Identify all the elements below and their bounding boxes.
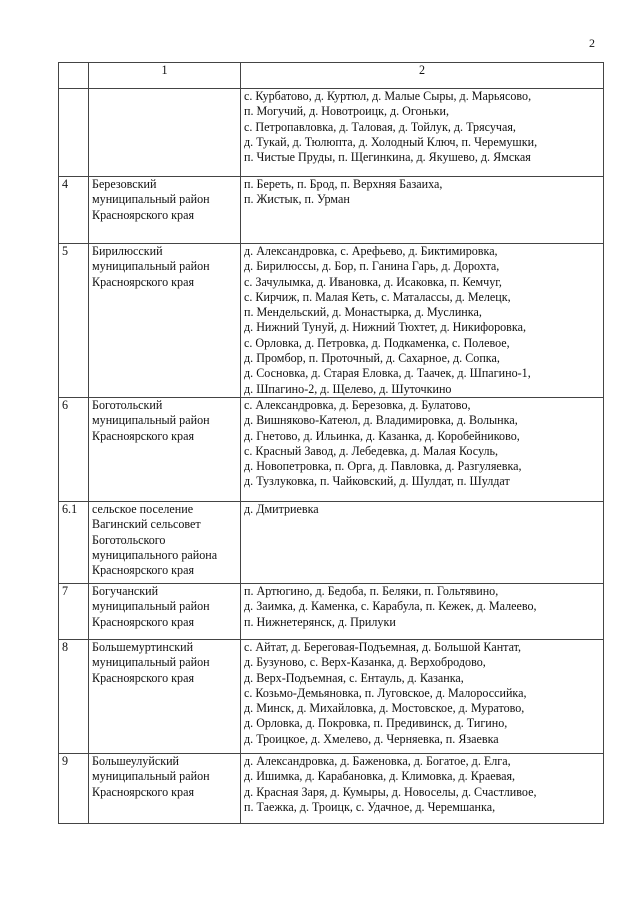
table-row bbox=[59, 753, 604, 823]
table-row bbox=[59, 244, 604, 398]
settlements-list-cell bbox=[241, 753, 604, 823]
settlements-list-line: д. Нижний Тунуй, д. Нижний Тюхтет, д. Никифоровка, bbox=[244, 320, 526, 335]
settlements-list-line: д. Гнетово, д. Ильинка, д. Казанка, д. Коробейниково, bbox=[244, 428, 520, 443]
district-name-line: муниципальный район bbox=[92, 655, 210, 670]
settlements-list-cell bbox=[241, 89, 604, 177]
district-name-line: Боготольский bbox=[92, 397, 163, 412]
settlements-list-cell bbox=[241, 397, 604, 501]
settlements-list-line: с. Зачулымка, д. Ивановка, д. Исаковка, п. Кемчуг, bbox=[244, 274, 502, 289]
district-name-line: Боготольского bbox=[92, 532, 166, 547]
header-cell-1: 1 bbox=[89, 63, 241, 89]
settlements-table bbox=[58, 62, 604, 824]
settlements-list-line: д. Заимка, д. Каменка, с. Карабула, п. Кежек, д. Малеево, bbox=[244, 599, 537, 614]
settlements-list-line: д. Новопетровка, п. Орга, д. Павловка, д. Разгуляевка, bbox=[244, 459, 522, 474]
table-row bbox=[59, 583, 604, 639]
settlements-list-line: д. Орловка, д. Покровка, п. Предивинск, д. Тигино, bbox=[244, 716, 508, 731]
settlements-list-line: п. Могучий, д. Новотроицк, д. Огоньки, bbox=[244, 104, 449, 119]
row-number-cell: 6 bbox=[59, 397, 89, 501]
settlements-list-line: д. Бузуново, с. Верх-Казанка, д. Верхобродово, bbox=[244, 655, 486, 670]
settlements-list-line: п. Нижнетерянск, д. Прилуки bbox=[244, 614, 396, 629]
settlements-list-line: д. Вишняково-Катеюл, д. Владимировка, д. Волынка, bbox=[244, 413, 518, 428]
district-name-line: Красноярского края bbox=[92, 207, 195, 222]
row-number-cell: 5 bbox=[59, 244, 89, 398]
district-name-line: муниципальный район bbox=[92, 769, 210, 784]
settlements-list-line: с. Красный Завод, д. Лебедевка, д. Малая Косуль, bbox=[244, 443, 499, 458]
row-number-cell: 7 bbox=[59, 583, 89, 639]
district-name-cell bbox=[89, 639, 241, 753]
district-name-line: Красноярского края bbox=[92, 563, 195, 578]
table-row bbox=[59, 639, 604, 753]
district-name-line: муниципальный район bbox=[92, 413, 210, 428]
settlements-list-line: д. Верх-Подъемная, с. Ентауль, д. Казанка, bbox=[244, 670, 464, 685]
table-header-row bbox=[59, 63, 604, 89]
district-name-line: Вагинский сельсовет bbox=[92, 517, 201, 532]
settlements-list-line: д. Сосновка, д. Старая Еловка, д. Таачек, д. Шпагино-1, bbox=[244, 366, 531, 381]
settlements-list-line: д. Тукай, д. Тюлюпта, д. Холодный Ключ, п. Черемушки, bbox=[244, 134, 538, 149]
settlements-list-line: д. Дмитриевка bbox=[244, 501, 319, 516]
district-name-line: Большеулуйский bbox=[92, 753, 180, 768]
district-name-line: Богучанский bbox=[92, 583, 159, 598]
table-row bbox=[59, 501, 604, 583]
row-number-cell: 8 bbox=[59, 639, 89, 753]
table-row bbox=[59, 89, 604, 177]
row-number-cell: 9 bbox=[59, 753, 89, 823]
settlements-list-line: д. Красная Заря, д. Кумыры, д. Новоселы, д. Счастливое, bbox=[244, 784, 537, 799]
table-body bbox=[59, 89, 604, 824]
settlements-list-cell bbox=[241, 501, 604, 583]
table-row bbox=[59, 397, 604, 501]
settlements-list-line: д. Минск, д. Михайловка, д. Мостовское, д. Муратово, bbox=[244, 701, 525, 716]
district-name-cell bbox=[89, 753, 241, 823]
settlements-list-line: с. Александровка, д. Березовка, д. Булатово, bbox=[244, 397, 471, 412]
header-cell-num bbox=[59, 63, 89, 89]
district-name-line: Красноярского края bbox=[92, 614, 195, 629]
settlements-list-line: п. Чистые Пруды, п. Щегинкина, д. Якушево, д. Ямская bbox=[244, 150, 531, 165]
row-number-cell: 6.1 bbox=[59, 501, 89, 583]
row-number-cell: 4 bbox=[59, 177, 89, 244]
district-name-line: муниципальный район bbox=[92, 192, 210, 207]
settlements-list-line: с. Кирчиж, п. Малая Кеть, с. Маталассы, д. Мелецк, bbox=[244, 289, 511, 304]
district-name-line: муниципального района bbox=[92, 547, 218, 562]
district-name-line: муниципальный район bbox=[92, 599, 210, 614]
settlements-list-line: п. Таежка, д. Троицк, с. Удачное, д. Черемшанка, bbox=[244, 799, 496, 814]
settlements-list-cell bbox=[241, 177, 604, 244]
district-name-line: муниципальный район bbox=[92, 259, 210, 274]
district-name-cell bbox=[89, 397, 241, 501]
settlements-list-line: п. Артюгино, д. Бедоба, п. Беляки, п. Гольтявино, bbox=[244, 583, 499, 598]
table-row bbox=[59, 177, 604, 244]
settlements-list-line: д. Тузлуковка, п. Чайковский, д. Шулдат, п. Шулдат bbox=[244, 474, 510, 489]
page-number: 2 bbox=[589, 36, 595, 50]
settlements-list-cell bbox=[241, 244, 604, 398]
district-name-cell bbox=[89, 244, 241, 398]
settlements-list-line: п. Береть, п. Брод, п. Верхняя Базаиха, bbox=[244, 177, 443, 191]
settlements-list-cell bbox=[241, 639, 604, 753]
row-number-cell bbox=[59, 89, 89, 177]
settlements-list-line: п. Мендельский, д. Монастырка, д. Муслинка, bbox=[244, 305, 482, 320]
settlements-list-line: с. Орловка, д. Петровка, д. Подкаменка, с. Полевое, bbox=[244, 335, 510, 350]
settlements-list-line: д. Промбор, п. Проточный, д. Сахарное, д. Сопка, bbox=[244, 351, 500, 366]
district-name-cell bbox=[89, 501, 241, 583]
district-name-line: сельское поселение bbox=[92, 501, 194, 516]
settlements-list-line: д. Александровка, с. Арефьево, д. Биктимировка, bbox=[244, 244, 498, 258]
settlements-list-line: с. Петропавловка, д. Таловая, д. Тойлук, д. Трясучая, bbox=[244, 119, 516, 134]
settlements-list-line: п. Жистык, п. Урман bbox=[244, 192, 350, 207]
district-name-line: Красноярского края bbox=[92, 274, 195, 289]
district-name-cell bbox=[89, 177, 241, 244]
settlements-list-line: д. Бирилюссы, д. Бор, п. Ганина Гарь, д. Дорохта, bbox=[244, 259, 500, 274]
settlements-list-line: с. Курбатово, д. Куртюл, д. Малые Сыры, д. Марьясово, bbox=[244, 89, 532, 103]
settlements-list-cell bbox=[241, 583, 604, 639]
district-name-line: Березовский bbox=[92, 177, 157, 191]
district-name-line: Красноярского края bbox=[92, 784, 195, 799]
settlements-list-line: д. Шпагино-2, д. Щелево, д. Шуточкино bbox=[244, 381, 452, 396]
settlements-list-line: д. Ишимка, д. Карабановка, д. Климовка, д. Краевая, bbox=[244, 769, 516, 784]
settlements-list-line: д. Александровка, д. Баженовка, д. Богатое, д. Елга, bbox=[244, 753, 511, 768]
header-cell-2: 2 bbox=[241, 63, 604, 89]
district-name-cell bbox=[89, 89, 241, 177]
district-name-line: Бирилюсский bbox=[92, 244, 163, 258]
settlements-list-line: д. Троицкое, д. Хмелево, д. Черняевка, п. Язаевка bbox=[244, 731, 499, 746]
district-name-line: Красноярского края bbox=[92, 428, 195, 443]
district-name-line: Красноярского края bbox=[92, 670, 195, 685]
district-name-cell bbox=[89, 583, 241, 639]
settlements-list-line: с. Козьмо-Демьяновка, п. Луговское, д. Малороссийка, bbox=[244, 685, 527, 700]
settlements-list-line: с. Айтат, д. Береговая-Подъемная, д. Большой Кантат, bbox=[244, 639, 522, 654]
district-name-line: Большемуртинский bbox=[92, 639, 194, 654]
